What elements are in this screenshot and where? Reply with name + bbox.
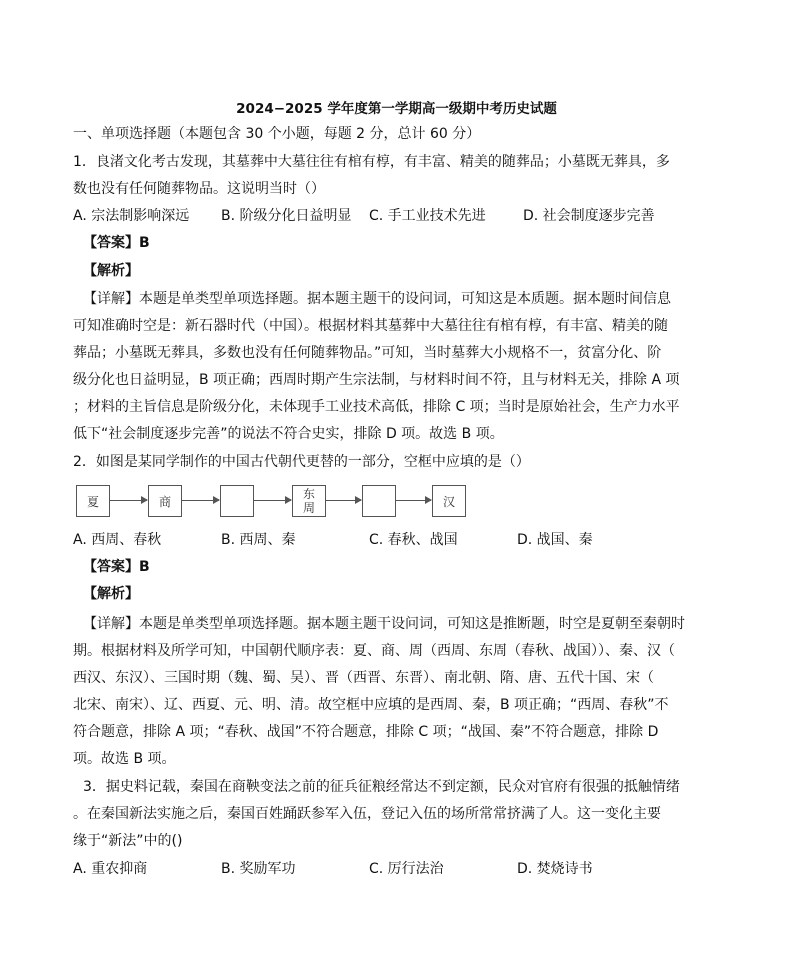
q2-stem: 2．如图是某同学制作的中国古代朝代更替的一部分，空框中应填的是（） [73,454,530,470]
flow-arrow [110,500,147,501]
q3-option-d: D. 焚烧诗书 [517,861,593,877]
q1-option-a: A. 宗法制影响深远 [73,208,190,224]
q1-stem-line1: 1．良渚文化考古发现，其墓葬中大墓往往有棺有椁，有丰富、精美的随葬品；小墓既无葬具，多 [73,154,670,170]
q3-option-b: B. 奖励军功 [221,861,296,877]
q2-option-b: B. 西周、秦 [221,532,296,548]
q3-options [73,858,773,880]
exam-title: 2024−2025 学年度第一学期高一级期中考历史试题 [236,101,557,117]
q2-detail-line: 期。根据材料及所学可知，中国朝代顺序表：夏、商、周（西周、东周（春秋、战国））、秦、汉（ [73,643,675,659]
q2-detail-line: 符合题意，排除 A 项；“春秋、战国”不符合题意，排除 C 项；“战国、秦”不符合题意，排除 D [73,724,659,740]
q2-option-a: A. 西周、春秋 [73,532,162,548]
q2-answer: 【答案】B [83,559,150,575]
flow-arrow [326,500,361,501]
q2-analysis-label: 【解析】 [83,586,139,602]
q1-analysis-label: 【解析】 [83,263,139,279]
q1-detail-line: 低下“社会制度逐步完善”的说法不符合史实，排除 D 项。故选 B 项。 [73,426,504,442]
q2-option-c: C. 春秋、战国 [369,532,458,548]
q1-answer: 【答案】B [83,235,150,251]
q1-option-c: C. 手工业技术先进 [369,208,486,224]
flow-box-han: 汉 [432,485,466,517]
q1-option-d: D. 社会制度逐步完善 [523,208,655,224]
q2-option-d: D. 战国、秦 [517,532,593,548]
q1-options [73,205,773,227]
flow-box-shang: 商 [148,485,182,517]
q2-detail-line: 项。故选 B 项。 [73,751,176,767]
q2-options [73,529,773,551]
flow-arrow [396,500,431,501]
q3-option-a: A. 重农抑商 [73,861,148,877]
flow-box-blank-1 [220,485,254,517]
q3-stem-line1: 3．据史料记载，秦国在商鞅变法之前的征兵征粮经常达不到定额，民众对官府有很强的抵触情绪 [83,779,680,795]
flow-box-xia: 夏 [76,485,110,517]
section-heading: 一、单项选择题（本题包含 30 个小题，每题 2 分，总计 60 分） [73,126,481,142]
flow-box-dongzhou: 东 周 [292,485,326,517]
q1-detail-line: ；材料的主旨信息是阶级分化，未体现手工业技术高低，排除 C 项；当时是原始社会，生产力水平 [73,399,680,415]
q1-detail-line: 葬品；小墓既无葬具，多数也没有任何随葬物品。”可知，当时墓葬大小规格不一，贫富分化、阶 [73,345,662,361]
flow-arrow [182,500,219,501]
dynasty-flowchart [76,485,476,519]
q3-stem-line2: 。在秦国新法实施之后，秦国百姓踊跃参军入伍，登记入伍的场所常常挤满了人。这一变化主要 [73,806,661,822]
q2-detail-line: 北宋、南宋）、辽、西夏、元、明、清。故空框中应填的是西周、秦，B 项正确；“西周、春秋”不 [73,697,669,713]
flow-arrow [254,500,291,501]
q1-detail-line: 【详解】本题是单类型单项选择题。据本题主题干的设问词，可知这是本质题。据本题时间信息 [83,291,671,307]
q2-detail-line: 西汉、东汉）、三国时期（魏、蜀、吴）、晋（西晋、东晋）、南北朝、隋、唐、五代十国、宋（ [73,670,654,686]
q1-detail-line: 可知准确时空是：新石器时代（中国）。根据材料其墓葬中大墓往往有棺有椁，有丰富、精美的随 [73,318,668,334]
q3-option-c: C. 厉行法治 [369,861,444,877]
q1-stem-line2: 数也没有任何随葬物品。这说明当时（） [73,181,325,197]
flow-box-blank-2 [362,485,396,517]
q2-detail-line: 【详解】本题是单类型单项选择题。据本题主题干设问词，可知这是推断题，时空是夏朝至秦朝时 [83,616,685,632]
q1-option-b: B. 阶级分化日益明显 [221,208,352,224]
q1-detail-line: 级分化也日益明显，B 项正确；西周时期产生宗法制，与材料时间不符，且与材料无关，排除 A 项 [73,372,680,388]
q3-stem-line3: 缘于“新法”中的() [73,833,183,849]
